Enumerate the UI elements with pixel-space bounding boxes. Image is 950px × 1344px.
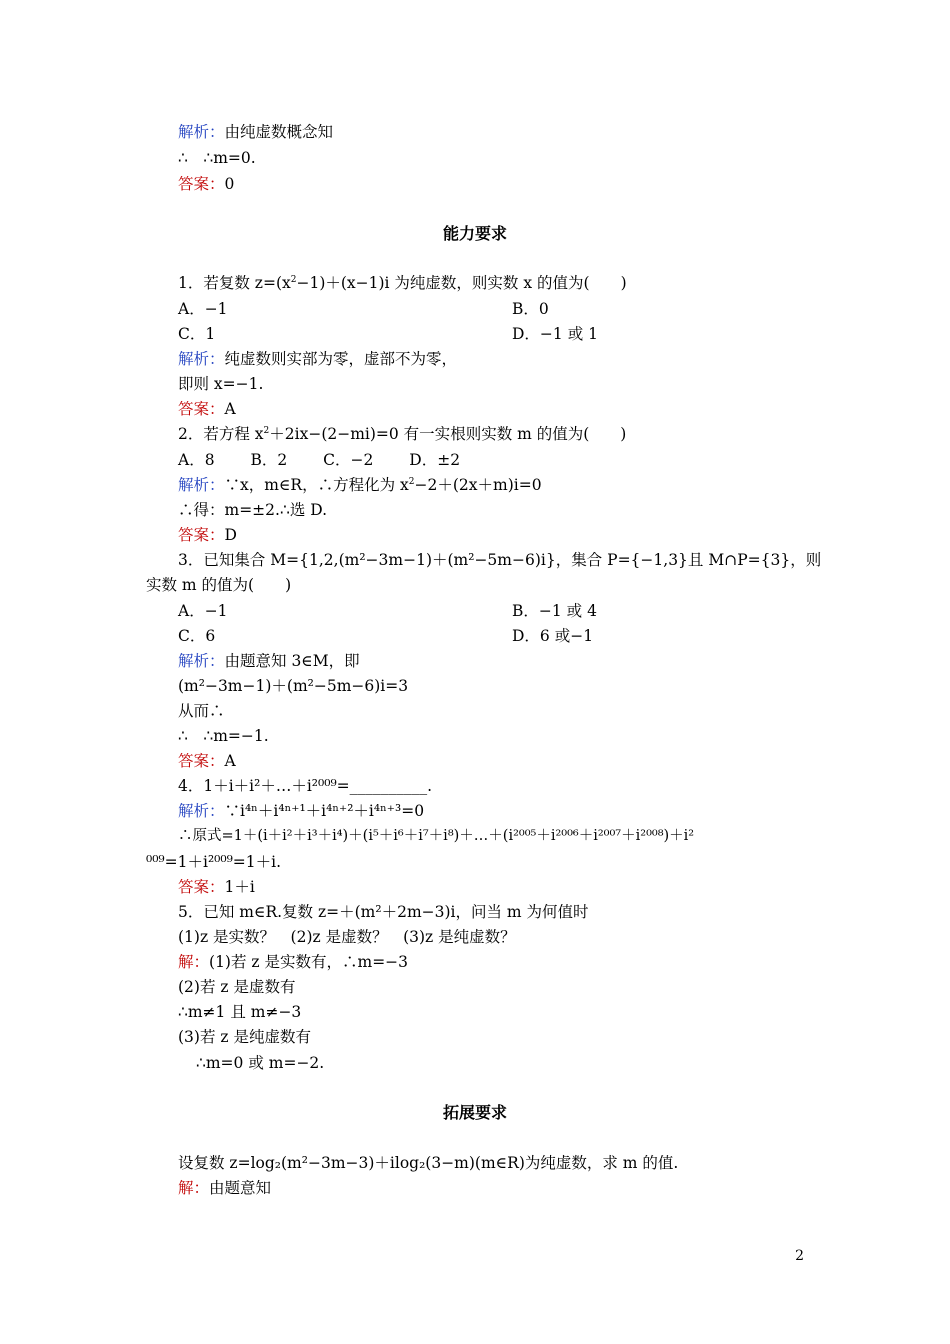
q3-answer — [178, 751, 236, 771]
q1-text-b: −1)＋(x−1)i 为纯虚数，则实数 x 的值为( ) — [296, 274, 627, 292]
answer-label: 答案： — [178, 400, 225, 418]
answer-value: A — [224, 752, 236, 770]
q3-analysis-line4: ∴ ∴m=−1. — [178, 727, 269, 745]
q2-options: A．8 B．2 C．−2 D．±2 — [178, 451, 461, 469]
q2-analysis-a: ∵x，m∈R，∴方程化为 x — [224, 476, 409, 494]
answer-label: 答案： — [178, 175, 225, 193]
answer-label: 答案： — [178, 752, 225, 770]
answer-label: 答案： — [178, 878, 225, 896]
q5-solution-3: ∴m≠1 且 m≠−3 — [178, 1003, 302, 1021]
question-2: 2．若方程 $x^2+2ix-(2-mi)=0$ 有一实根则实数 m 的值为( ) — [178, 425, 627, 443]
question-5-subparts: (1)z 是实数？ (2)z 是虚数？ (3)z 是纯虚数？ — [178, 928, 516, 946]
q4-analysis — [178, 801, 424, 821]
q4-analysis-line3: ⁰⁰⁹=1＋i²⁰⁰⁹=1＋i. — [146, 853, 282, 871]
therefore-symbol: ∴ ∴ — [178, 149, 214, 167]
q2-analysis: 解析：∵x，m∈R，∴方程化为 $x^2-2+(2x+m)i=0$ — [178, 476, 542, 494]
q3-option-c: C．6 — [178, 627, 216, 645]
analysis-label: 解析： — [178, 652, 225, 670]
section-heading-ability: 能力要求 — [442, 224, 507, 243]
question-3-line1: 3．已知集合 M={1,2,(m²−3m−1)＋(m²−5m−6)i}，集合 P={−1,3}且 M∩P={3}，则 — [178, 551, 822, 569]
q3-analysis-line3: 从而∴ — [178, 702, 225, 720]
answer-label: 答案： — [178, 526, 225, 544]
q2-text-a: 2．若方程 x — [178, 425, 264, 443]
analysis-text: ∵i⁴ⁿ＋i⁴ⁿ⁺¹＋i⁴ⁿ⁺²＋i⁴ⁿ⁺³=0 — [224, 802, 425, 820]
intro-therefore — [178, 148, 256, 168]
q5-solution-4: (3)若 z 是纯虚数有 — [178, 1028, 311, 1046]
answer-value: 1＋i — [224, 878, 255, 896]
q3-option-b: B．−1 或 4 — [512, 602, 597, 620]
q1-text-a: 1．若复数 z=(x — [178, 274, 291, 292]
q5-solution-2: (2)若 z 是虚数有 — [178, 978, 296, 996]
analysis-label: 解析： — [178, 123, 225, 141]
section-heading-extension: 拓展要求 — [442, 1103, 507, 1122]
q1-answer — [178, 399, 236, 419]
question-5: 5．已知 m∈R.复数 z=＋(m²＋2m−3)i，问当 m 为何值时 — [178, 903, 589, 921]
solution-label: 解： — [178, 953, 210, 971]
analysis-label: 解析： — [178, 476, 225, 494]
intro-analysis — [178, 122, 333, 142]
question-3-line2: 实数 m 的值为( ) — [146, 576, 292, 594]
q3-option-a: A．−1 — [178, 602, 228, 620]
q1-option-d: D．−1 或 1 — [512, 325, 598, 343]
q3-option-d: D．6 或−1 — [512, 627, 594, 645]
solution-label: 解： — [178, 1179, 210, 1197]
answer-value: 0 — [224, 175, 235, 193]
analysis-text: 纯虚数则实部为零，虚部不为零， — [224, 350, 458, 368]
q1-analysis-line2: 即则 x=−1. — [178, 375, 264, 393]
q1-option-c: C．1 — [178, 325, 216, 343]
q1-analysis — [178, 349, 457, 369]
q2-text-b: ＋2ix−(2−mi)=0 有一实根则实数 m 的值为( ) — [269, 425, 627, 443]
q3-analysis — [178, 651, 360, 671]
q1-option-b: B．0 — [512, 300, 549, 318]
analysis-label: 解析： — [178, 802, 225, 820]
q2-analysis-line2: ∴得：m=±2.∴选 D. — [178, 501, 328, 519]
extension-question: 设复数 z=log₂(m²−3m−3)＋ilog₂(3−m)(m∈R)为纯虚数，求 m 的值. — [178, 1154, 679, 1172]
q5-solution-5: ∴m=0 或 m=−2. — [196, 1054, 325, 1072]
analysis-label: 解析： — [178, 350, 225, 368]
q4-analysis-line2: ∴原式=1＋(i＋i²＋i³＋i⁴)＋(i⁵＋i⁶＋i⁷＋i⁸)＋…＋(i²⁰⁰⁵＋i²⁰⁰⁶＋i²⁰⁰⁷＋i²⁰⁰⁸)＋i² — [178, 828, 695, 844]
answer-value: A — [224, 400, 236, 418]
page-number: 2 — [795, 1248, 804, 1264]
solution-text: 由题意知 — [209, 1179, 272, 1197]
analysis-text: 由纯虚数概念知 — [224, 123, 334, 141]
q5-solution — [178, 952, 408, 972]
analysis-text: 由题意知 3∈M，即 — [224, 652, 360, 670]
q4-answer — [178, 877, 255, 897]
q3-analysis-line2: (m²−3m−1)＋(m²−5m−6)i=3 — [178, 677, 409, 695]
intro-answer — [178, 174, 234, 194]
q2-answer — [178, 525, 237, 545]
solution-text: (1)若 z 是实数有，∴m=−3 — [209, 953, 409, 971]
q2-analysis-b: −2＋(2x＋m)i=0 — [414, 476, 542, 494]
question-4: 4．1＋i＋i²＋…＋i²⁰⁰⁹=__________. — [178, 777, 433, 795]
q1-option-a: A．−1 — [178, 300, 228, 318]
answer-value: D — [224, 526, 237, 544]
extension-solution — [178, 1178, 271, 1198]
result-text: m=0. — [213, 149, 256, 167]
question-1: 1．若复数 $z=(x^2-1)+(x-1)i$ 为纯虚数，则实数 x 的值为( ) — [178, 274, 627, 292]
